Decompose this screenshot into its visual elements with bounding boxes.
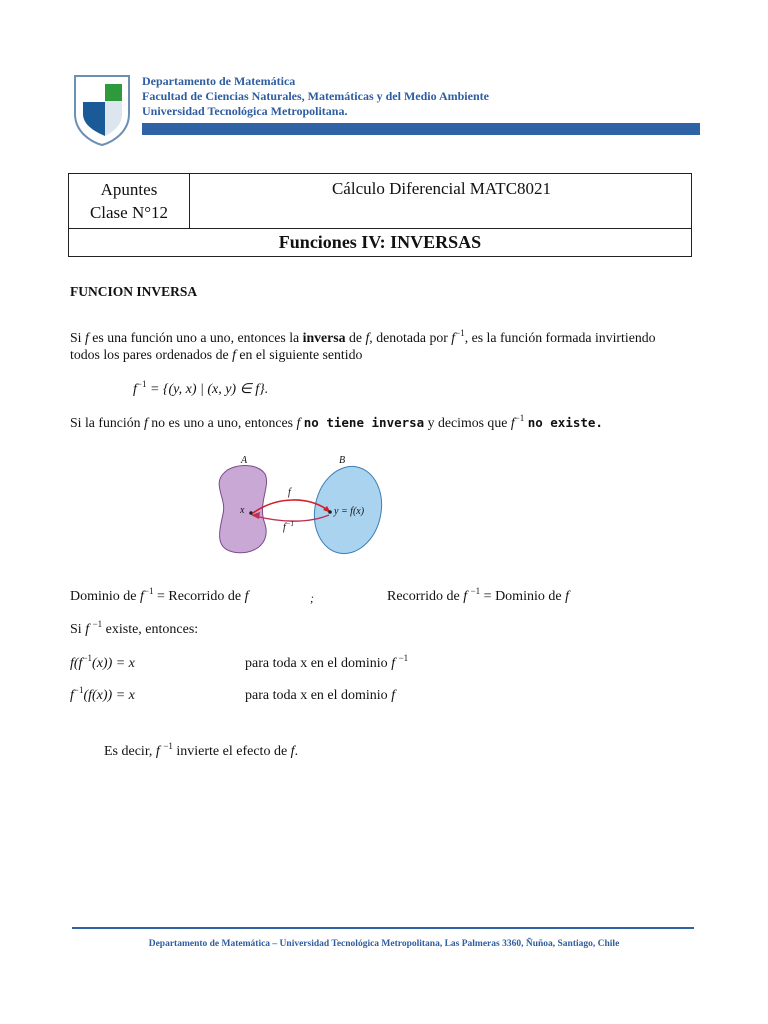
inverse-function-diagram [205, 452, 390, 562]
lesson-title: Funciones IV: INVERSAS [278, 232, 482, 252]
composition-eq2-lhs: $f^{-1}(f(x)) = x$ [70, 685, 135, 703]
inverse-definition-formula: $f^{-1} = \{(y$, x) | (x, y) ∈ f}. [133, 379, 269, 397]
range-equals-domain: Recorrido de f $^{-1}$ = Dominio de f [387, 586, 569, 604]
footer-line [72, 927, 694, 929]
composition-eq1-lhs: $f(f^{-1}(x)) = x$ [70, 653, 135, 671]
exists-line: Si f $^{-1}$ existe, entonces: [70, 619, 199, 637]
paragraph-definition-line2: todos los pares ordenados de f en el siguiente sentido [70, 347, 363, 362]
label-f-inverse: $f^{-1}$ [283, 520, 295, 533]
header-department: Departamento de Matemática [142, 74, 296, 88]
label-x: x [240, 505, 245, 516]
footer-address: Departamento de Matemática – Universidad Tecnológica Metropolitana, Las Palmeras 3360, Ñuñoa, Santiago, Chile [148, 939, 620, 949]
label-f: f [288, 487, 291, 498]
label-set-a: A [241, 455, 248, 466]
label-set-b: B [339, 455, 346, 466]
paragraph-no-inverse: Si la función f no es uno a uno, entonces f no tiene inversa y decimos que $f^{-1}$ no existe. [70, 413, 603, 430]
header-bar [142, 123, 700, 135]
paragraph-definition: Si f es una función uno a uno, entonces la inversa de f, denotada por $f^{-1}$, es la función formada invirtiendo [70, 328, 656, 345]
course-title: Cálculo Diferencial MATC8021 [331, 179, 552, 198]
closing-sentence: Es decir, f $^{-1}$ invierte el efecto de f. [104, 741, 299, 759]
composition-eq1-rhs: para toda x en el dominio f $^{-1}$ [245, 653, 409, 671]
separator: ; [310, 591, 314, 605]
class-label [69, 178, 189, 224]
title-table [68, 173, 692, 257]
apuntes-label: Apuntes [100, 180, 158, 199]
label-y-fx: y = f(x) [334, 506, 365, 517]
section-title: FUNCION INVERSA [70, 284, 198, 299]
class-number: Clase N°12 [89, 203, 169, 222]
composition-eq2-rhs: para toda x en el dominio f [245, 688, 396, 703]
header-university: Universidad Tecnológica Metropolitana. [142, 104, 348, 118]
domain-equals-range: Dominio de $f^{-1}$ = Recorrido de f [70, 586, 249, 604]
header-faculty: Facultad de Ciencias Naturales, Matemáticas y del Medio Ambiente [142, 89, 489, 103]
utem-logo [73, 74, 131, 146]
